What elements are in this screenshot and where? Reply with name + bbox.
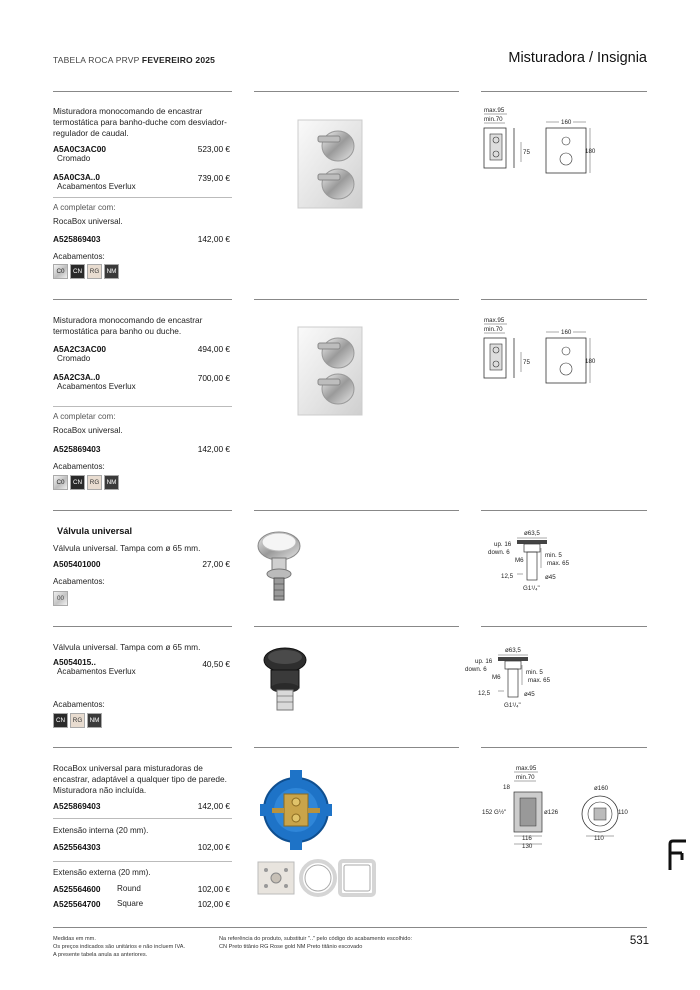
swatch-cn: CN — [70, 475, 85, 490]
divider — [53, 510, 232, 511]
dim-thread: G1¹/₄" — [504, 702, 521, 709]
dim-left: 152 G½" — [482, 809, 507, 816]
extension-rings-photo — [256, 858, 386, 898]
footer-notes — [53, 935, 185, 959]
swatch-nm: NM — [104, 264, 119, 279]
extension-external-code: A525564700 — [53, 899, 101, 909]
page-number: 531 — [629, 935, 649, 947]
swatch-rg: RG — [87, 475, 102, 490]
catalog-date: FEVEREIRO 2025 — [141, 55, 216, 65]
dim-width: 160 — [561, 119, 572, 126]
product-code: A505401000 — [53, 559, 101, 569]
product-code: A5A2C3AC00 — [53, 344, 107, 354]
divider — [53, 818, 232, 819]
divider — [254, 510, 459, 511]
product-description: RocaBox universal para misturadoras de encastrar, adaptável a qualquer tipo de parede. Misturadora não incluída. — [53, 763, 227, 795]
swatch-rg: RG — [87, 264, 102, 279]
dim-m6: M6 — [515, 557, 524, 564]
product-finish: Acabamentos Everlux — [57, 182, 136, 191]
dim-depth: 75 — [523, 359, 530, 366]
divider — [481, 747, 647, 748]
product-finish: Acabamentos Everlux — [57, 382, 136, 391]
divider — [53, 626, 232, 627]
extension-internal-label: Extensão interna (20 mm). — [53, 826, 149, 835]
extension-external-price: 102,00 € — [197, 899, 230, 909]
technical-drawing — [481, 314, 601, 390]
dim-130: 130 — [522, 843, 533, 850]
accessory-code: A525869403 — [53, 444, 101, 454]
footer-note: CN Preto titânio RG Rose gold NM Preto titânio escovado — [219, 944, 363, 950]
product-finish: Cromado — [57, 154, 91, 163]
product-finish: Cromado — [57, 354, 91, 363]
extension-internal-price: 102,00 € — [197, 842, 230, 852]
swatch-00: 00 — [53, 591, 68, 606]
dim-height: 180 — [585, 148, 596, 155]
footer-finish-codes — [219, 935, 412, 951]
dim-max: max.95 — [484, 107, 505, 114]
divider — [53, 406, 232, 407]
product-code: A5A2C3A..0 — [53, 372, 101, 382]
accessory-price: 142,00 € — [197, 234, 230, 244]
divider — [481, 91, 647, 92]
swatch-chrome: C0 — [53, 475, 68, 490]
footer-note: A presente tabela anula as anteriores. — [53, 952, 148, 958]
rocabox-drawing — [478, 762, 638, 850]
divider — [254, 91, 459, 92]
swatch-chrome: C0 — [53, 264, 68, 279]
swatch-cn: CN — [53, 713, 68, 728]
valve-drawing — [462, 643, 572, 713]
swatch-rg: RG — [70, 713, 85, 728]
accessory-description: RocaBox universal. — [53, 217, 123, 226]
product-code: A525869403 — [53, 801, 101, 811]
product-price: 494,00 € — [197, 344, 230, 354]
divider — [53, 861, 232, 862]
extension-external-price: 102,00 € — [197, 884, 230, 894]
footer-note: Os preços indicados são unitários e não incluem IVA. — [53, 944, 186, 950]
dim-down: down. 6 — [465, 666, 487, 673]
divider — [481, 510, 647, 511]
technical-drawing — [481, 104, 601, 180]
catalog-header — [53, 55, 215, 65]
divider — [53, 299, 232, 300]
dim-depth: 75 — [523, 149, 530, 156]
dim-min: min.70 — [516, 774, 535, 781]
dim-max: max.95 — [516, 765, 537, 772]
accessory-price: 142,00 € — [197, 444, 230, 454]
product-description: Misturadora monocomando de encastrar termostática para banho ou duche. — [53, 315, 203, 336]
product-price: 40,50 € — [202, 659, 230, 669]
product-price: 142,00 € — [197, 801, 230, 811]
dim-up: up. 16 — [494, 541, 512, 548]
product-price: 523,00 € — [197, 144, 230, 154]
divider — [53, 91, 232, 92]
complete-with-label: A completar com: — [53, 412, 116, 421]
section-title: Misturadora / Insignia — [508, 50, 647, 66]
dim-110a: 110 — [618, 809, 628, 816]
dim-diam: ø63,5 — [524, 530, 540, 537]
dim-d126: ø126 — [544, 809, 559, 816]
product-code: A5A0C3AC00 — [53, 144, 107, 154]
product-section-title: Válvula universal — [57, 526, 133, 536]
thermostatic-mixer-photo — [296, 118, 366, 210]
product-description: Válvula universal. Tampa com ø 65 mm. — [53, 543, 201, 553]
dim-height: 180 — [585, 358, 596, 365]
product-finish: Acabamentos Everlux — [57, 667, 136, 676]
product-price: 700,00 € — [197, 373, 230, 383]
swatch-nm: NM — [87, 713, 102, 728]
dim-min: min. 5 — [545, 552, 562, 559]
divider — [254, 299, 459, 300]
product-description: Misturadora monocomando de encastrar termostática para banho-duche com desviador-regulador de caudal. — [53, 106, 227, 138]
complete-with-label: A completar com: — [53, 203, 116, 212]
dim-thread: G1¹/₄" — [523, 585, 540, 592]
finish-swatches — [53, 713, 102, 728]
extension-external-label: Extensão externa (20 mm). — [53, 868, 151, 877]
accessory-description: RocaBox universal. — [53, 426, 123, 435]
divider — [254, 747, 459, 748]
thermostatic-mixer-photo — [296, 325, 366, 417]
finish-swatches — [53, 591, 68, 606]
dim-down: down. 6 — [488, 549, 510, 556]
divider — [254, 626, 459, 627]
dim-max: max. 65 — [528, 677, 551, 684]
divider — [53, 197, 232, 198]
product-price: 27,00 € — [202, 559, 230, 569]
divider — [481, 299, 647, 300]
dim-d45: ø45 — [545, 574, 556, 581]
finishes-label: Acabamentos: — [53, 462, 105, 471]
dim-116: 116 — [522, 835, 532, 842]
dim-max: max. 65 — [547, 560, 570, 567]
dim-height: 12,5 — [501, 573, 514, 580]
dim-d160: ø160 — [594, 785, 609, 792]
finishes-label: Acabamentos: — [53, 700, 105, 709]
finishes-label: Acabamentos: — [53, 577, 105, 586]
dim-width: 160 — [561, 329, 572, 336]
footer-divider — [53, 927, 647, 928]
finishes-label: Acabamentos: — [53, 252, 105, 261]
product-code: A5054015.. — [53, 657, 96, 667]
dim-height: 12,5 — [478, 690, 491, 697]
valve-black-photo — [262, 646, 308, 714]
dim-max: max.95 — [484, 317, 505, 324]
dim-min: min. 5 — [526, 669, 543, 676]
dim-up: up. 16 — [475, 658, 493, 665]
rocabox-photo — [256, 766, 336, 854]
accessory-code: A525869403 — [53, 234, 101, 244]
product-price: 739,00 € — [197, 173, 230, 183]
finish-swatches — [53, 264, 119, 279]
dim-min: min.70 — [484, 116, 503, 123]
valve-drawing — [481, 526, 591, 596]
divider — [481, 626, 647, 627]
extension-external-code: A525564600 — [53, 884, 101, 894]
product-description: Válvula universal. Tampa com ø 65 mm. — [53, 642, 201, 652]
valve-photo — [256, 528, 302, 608]
extension-shape: Square — [117, 899, 144, 908]
dim-110b: 110 — [594, 835, 604, 842]
divider — [53, 747, 232, 748]
catalog-prefix: TABELA ROCA PRVP — [53, 55, 140, 65]
dim-m6: M6 — [492, 674, 501, 681]
footer-note: Medidas em mm. — [53, 936, 96, 942]
dim-diam: ø63,5 — [505, 647, 521, 654]
extension-shape: Round — [117, 884, 141, 893]
swatch-nm: NM — [104, 475, 119, 490]
dim-min: min.70 — [484, 326, 503, 333]
footer-note: Na referência do produto, substituir ".." pelo código do acabamento escolhido: — [219, 936, 413, 942]
dim-d45: ø45 — [524, 691, 535, 698]
swatch-cn: CN — [70, 264, 85, 279]
roca-f-icon — [666, 838, 688, 872]
dim-18: 18 — [503, 784, 510, 791]
finish-swatches — [53, 475, 119, 490]
extension-internal-code: A525564303 — [53, 842, 101, 852]
product-code: A5A0C3A..0 — [53, 172, 101, 182]
